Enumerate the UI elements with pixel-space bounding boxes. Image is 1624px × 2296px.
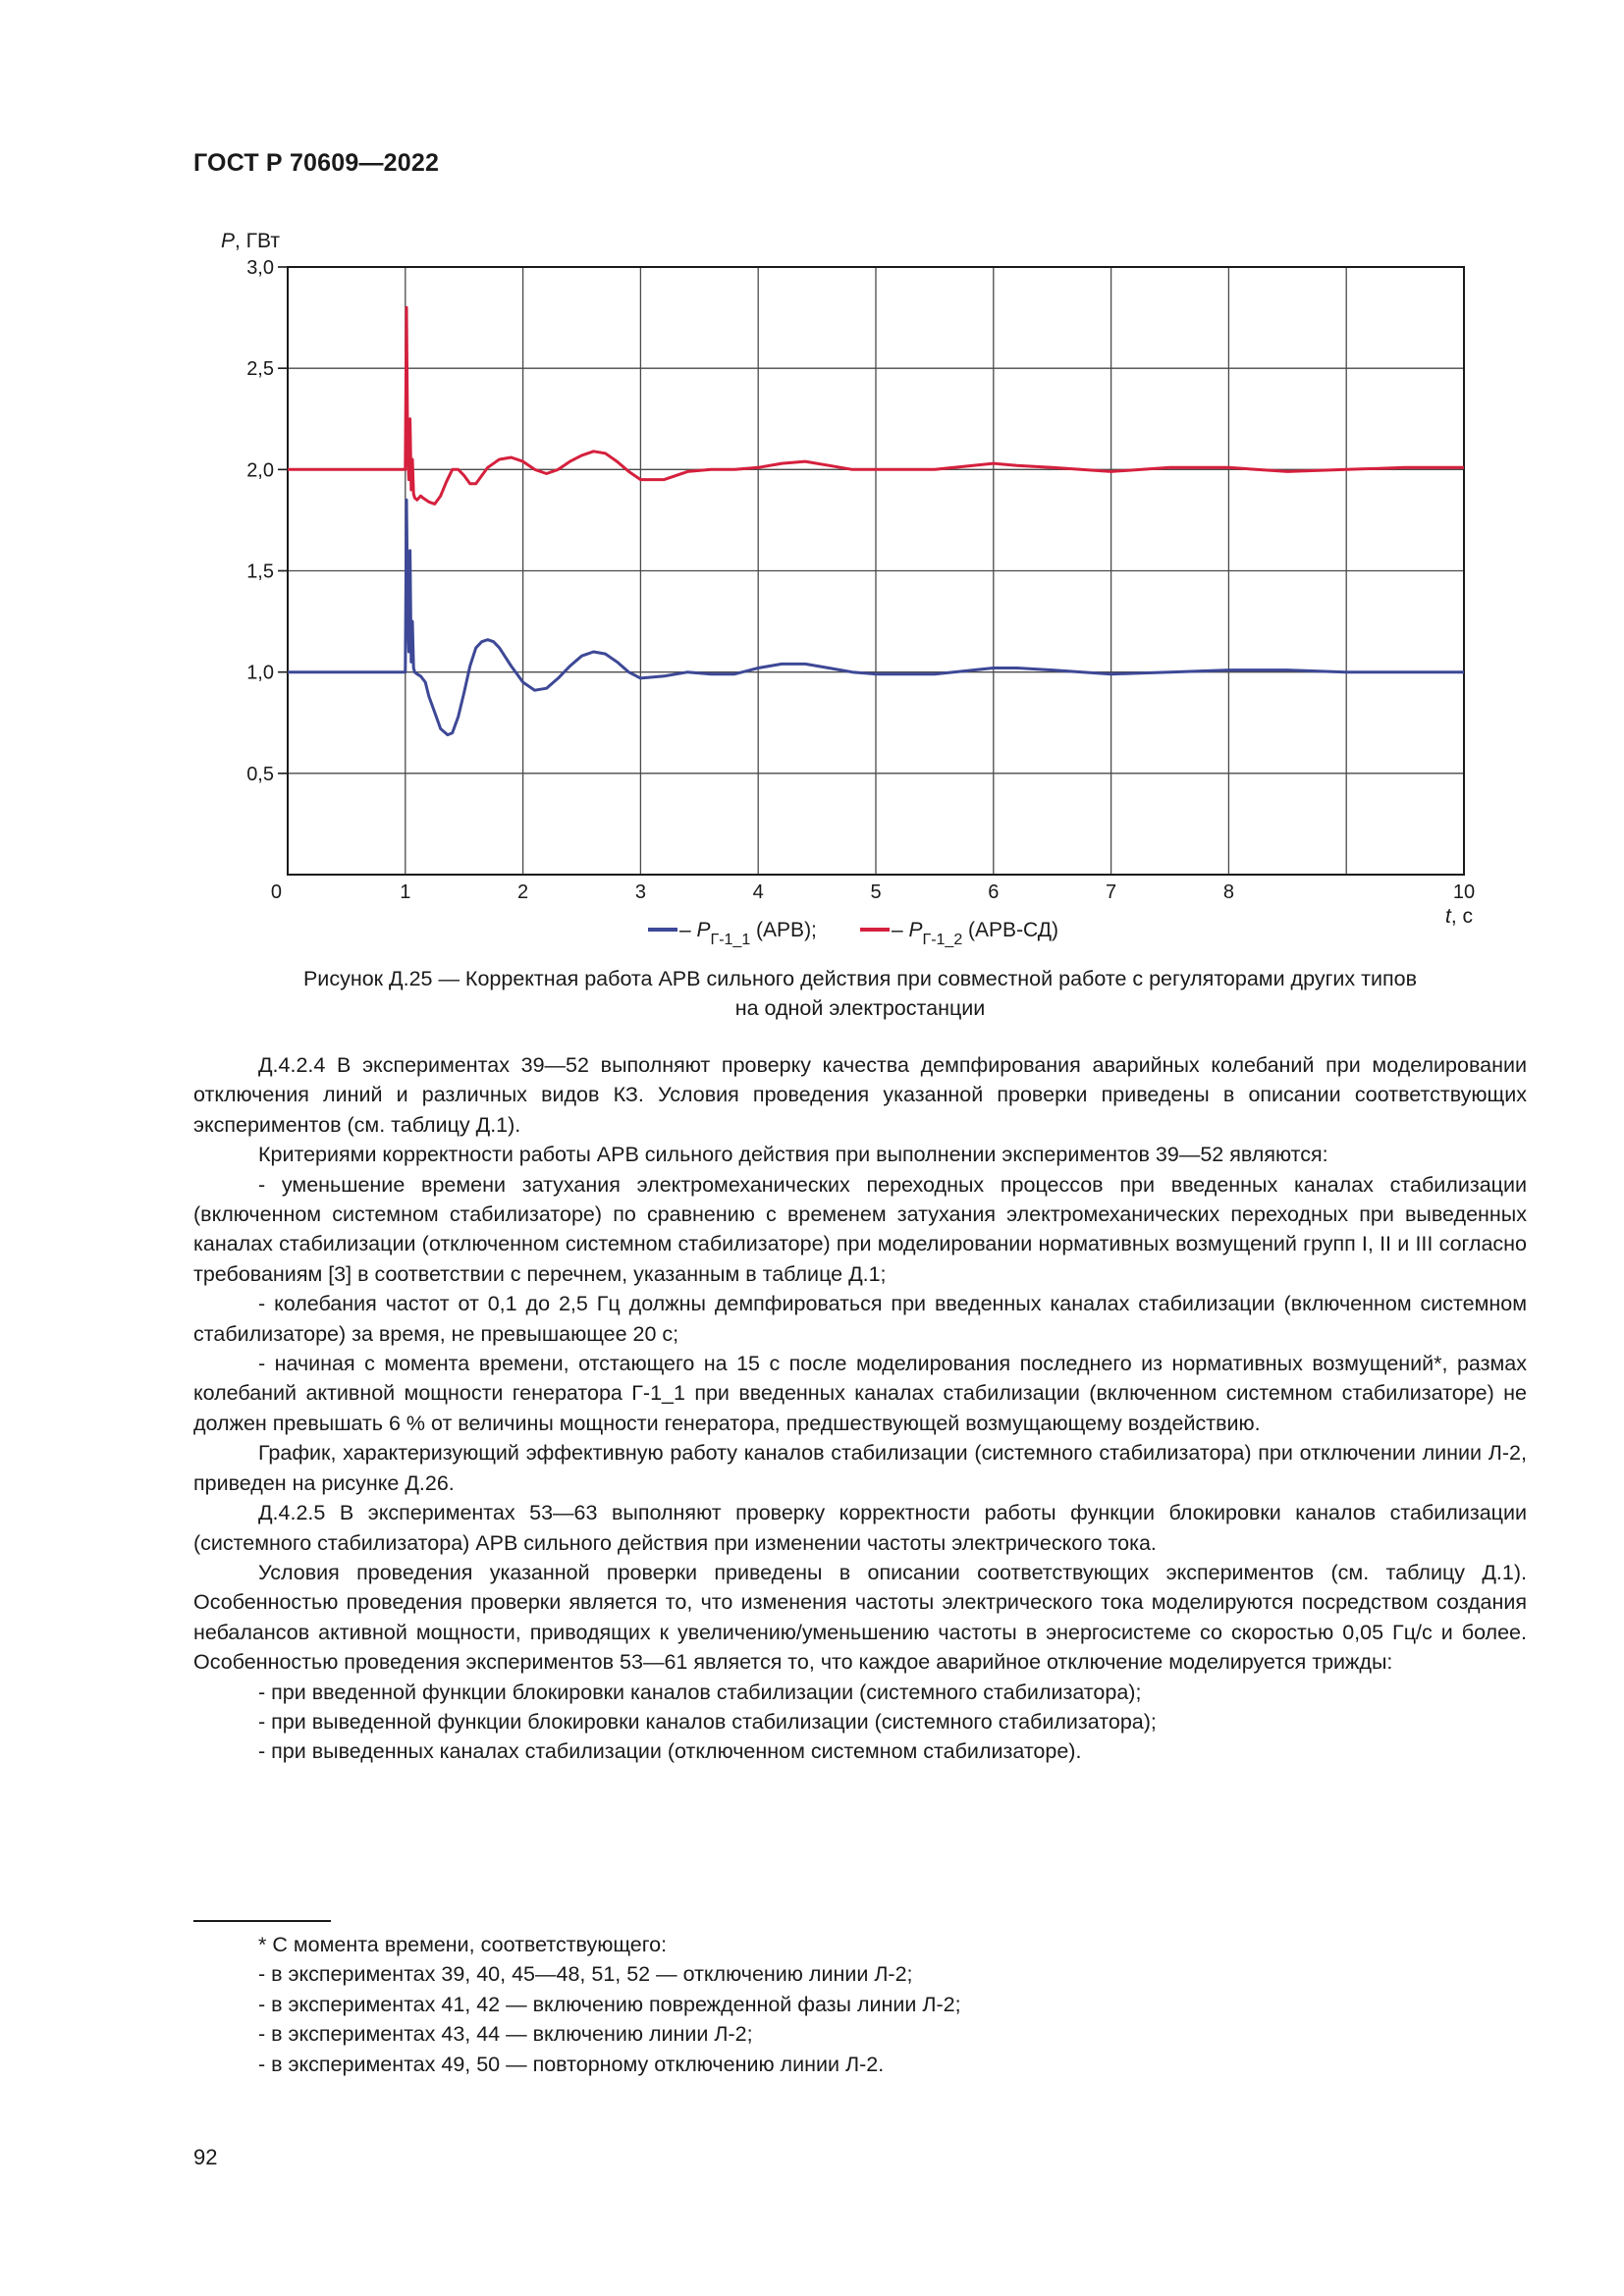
chart-ticks [246,257,1475,903]
footnote-line: * С момента времени, соответствующего: [258,1933,668,1956]
footnote-divider [193,1920,331,1922]
caption-line-2: на одной электростанции [734,996,986,1020]
list-item: - при выведенных каналах стабилизации (отключенном системном стабилизаторе). [258,1739,1082,1764]
y-tick-label: 3,0 [246,257,274,279]
x-tick-label: 7 [1106,881,1117,903]
y-tick-label: 0,5 [246,763,274,785]
caption-line-1: Рисунок Д.25 — Корректная работа АРВ сильного действия при совместной работе с регуляторами других типов [302,967,1418,990]
list-item: - при введенной функции блокировки каналов стабилизации (системного стабилизатора); [258,1680,1142,1704]
list-item: - начиная с момента времени, отстающего на 15 с после моделирования последнего из нормативных возмущений*, размах колебаний активной мощности генератора Г-1_1 при введенных каналах стабилизации (включенном системном стабилизаторе) не должен превышать 6 % от величины мощности генератора, предшествующей возмущающему воздействию. [193,1352,1527,1435]
body-text [193,1050,1527,1767]
x-tick-label: 6 [988,881,1000,903]
footnote-line: - в экспериментах 43, 44 — включению линии Л-2; [258,2022,753,2047]
y-tick-label: 2,0 [246,459,274,482]
x-tick-label: 8 [1222,881,1234,903]
page-number: 92 [193,2145,218,2169]
x-axis-label: t, с [1445,905,1474,928]
list-item: - при выведенной функции блокировки каналов стабилизации (системного стабилизатора); [258,1709,1157,1734]
figure-caption [193,964,1527,1023]
x-tick-label: 1 [400,881,411,903]
document-header: ГОСТ Р 70609—2022 [193,149,440,177]
list-item: - колебания частот от 0,1 до 2,5 Гц должны демпфироваться при введенных каналах стабилизации (включенном системном стабилизаторе) за время, не превышающее 20 с; [193,1292,1527,1346]
legend-series2-label: – $P_{Г-1\_2}$ (АРВ-СД) [892,919,1058,948]
footnotes [258,1930,961,2079]
paragraph: Д.4.2.5 В экспериментах 53—63 выполняют проверку корректности работы функции блокировки каналов стабилизации (системного стабилизатора) АРВ сильного действия при изменении частоты электрического тока. [193,1501,1527,1555]
y-tick-label: 2,5 [246,358,274,381]
chart-legend [648,919,1058,948]
footnote-line: - в экспериментах 49, 50 — повторному отключению линии Л-2. [258,2052,885,2076]
y-tick-label: 1,0 [246,662,274,684]
legend-series1-label: – $P_{Г-1\_1}$ (АРВ); [679,919,817,948]
list-item: - уменьшение времени затухания электромеханических переходных процессов при введенных каналах стабилизации (включенном системном стабилизаторе) по сравнению с временем затухания электромеханических переходных при выведенных каналах стабилизации (отключенном системном стабилизаторе) при моделировании нормативных возмущений групп I, II и III согласно требованиям [3] в соответствии с перечнем, указанным в таблице Д.1; [193,1172,1527,1286]
power-chart [0,0,1624,962]
x-tick-label: 0 [270,881,282,903]
paragraph: Критериями корректности работы АРВ сильного действия при выполнении экспериментов 39—52 являются: [258,1143,1328,1167]
chart-grid [288,267,1464,875]
paragraph: Условия проведения указанной проверки приведены в описании соответствующих экспериментов (см. таблицу Д.1). Особенностью проведения проверки является то, что изменения частоты электрического тока моделируются посредством создания небалансов активной мощности, приводящих к увеличению/уменьшению частоты в энергосистеме со скоростью 0,05 Гц/с и более. Особенностью проведения экспериментов 53—61 является то, что каждое аварийное отключение моделируется трижды: [193,1560,1527,1675]
x-tick-label: 3 [634,881,646,903]
footnote-line: - в экспериментах 41, 42 — включению поврежденной фазы линии Л-2; [258,1992,961,2016]
x-tick-label: 10 [1452,881,1476,903]
y-axis-label: P, ГВт [221,230,280,252]
paragraph: Д.4.2.4 В экспериментах 39—52 выполняют проверку качества демпфирования аварийных колебаний при моделировании отключения линий и различных видов КЗ. Условия проведения указанной проверки приведены в описании соответствующих экспериментов (см. таблицу Д.1). [193,1053,1527,1137]
y-tick-label: 1,5 [246,561,274,583]
x-tick-label: 4 [752,881,764,903]
paragraph: График, характеризующий эффективную работу каналов стабилизации (системного стабилизатора) при отключении линии Л-2, приведен на рисунке Д.26. [193,1441,1527,1495]
footnote-line: - в экспериментах 39, 40, 45—48, 51, 52 — отключению линии Л-2; [258,1962,913,1987]
x-tick-label: 5 [870,881,882,903]
x-tick-label: 2 [517,881,529,903]
